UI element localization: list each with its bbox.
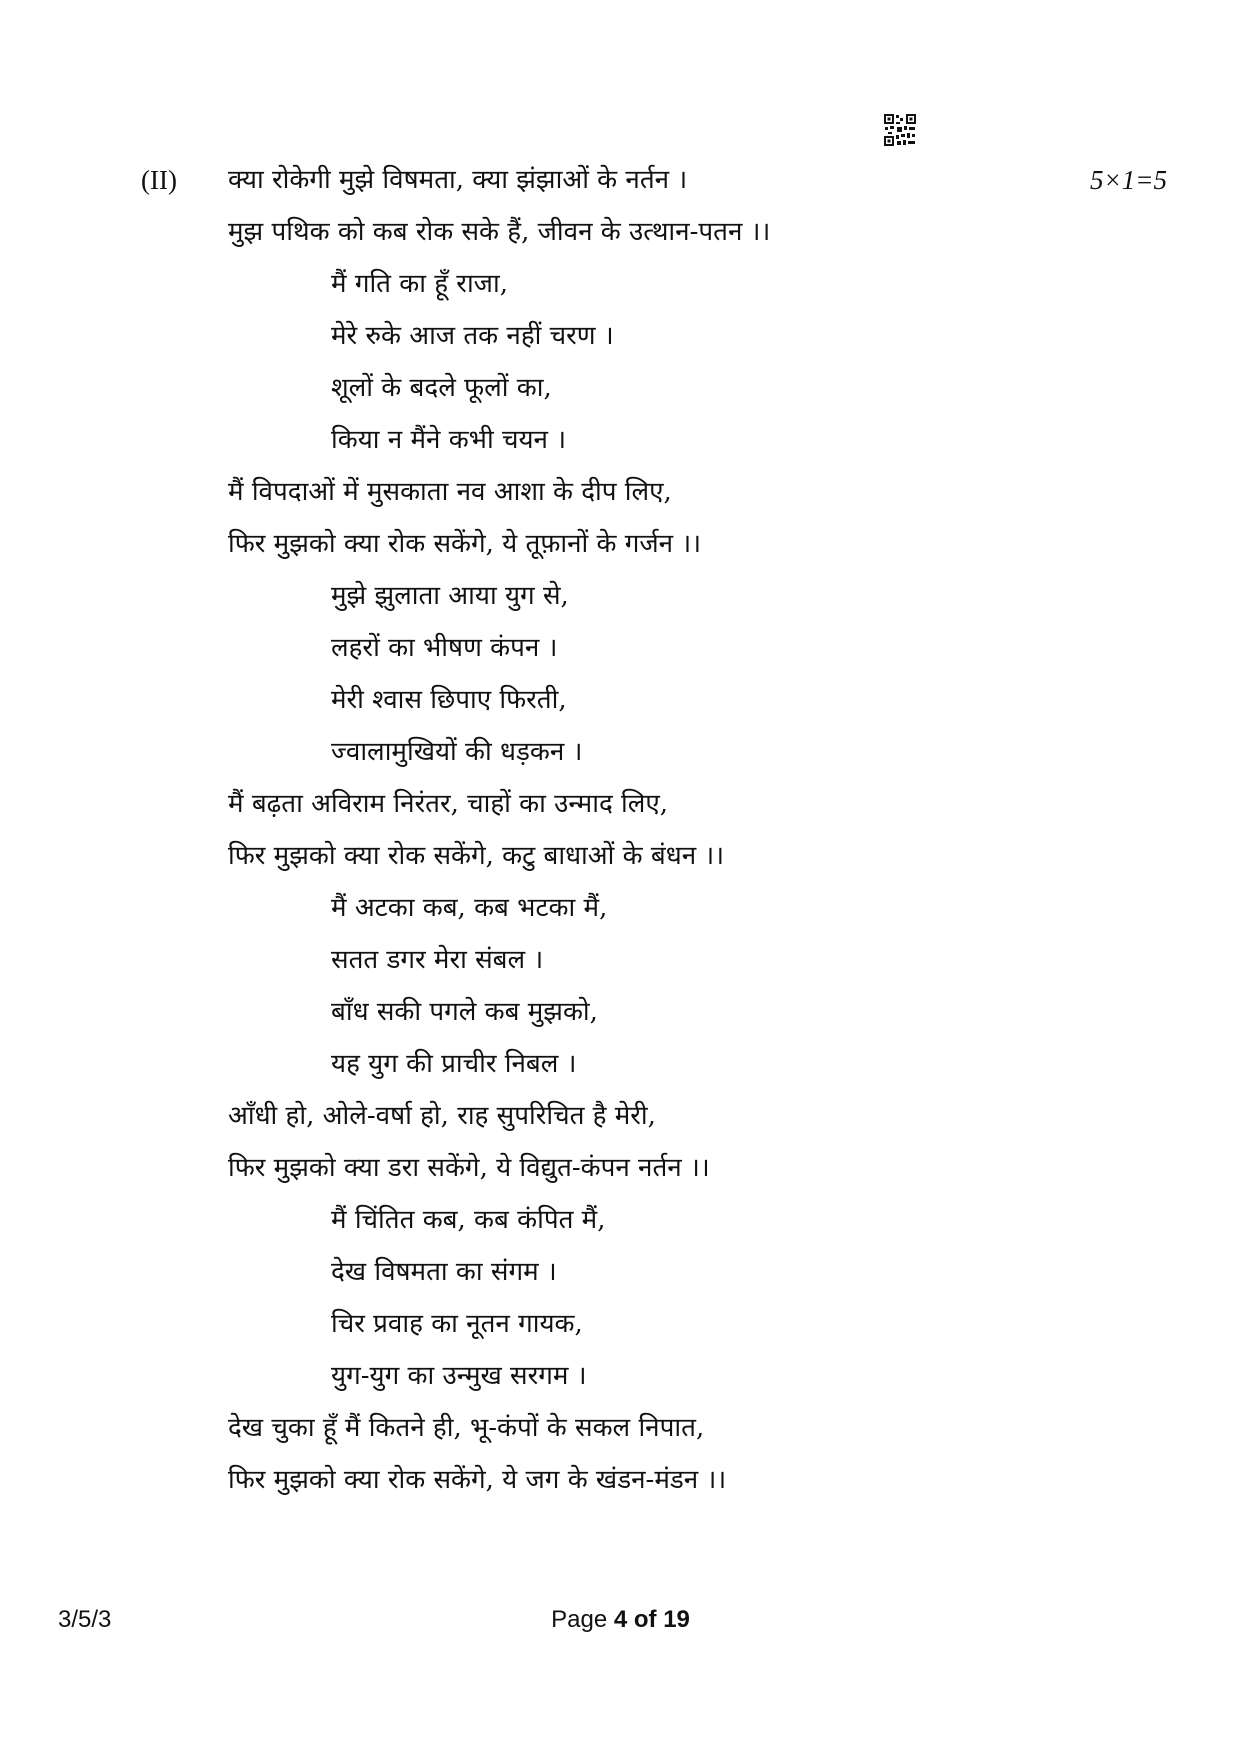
poem-line: आँधी हो, ओले-वर्षा हो, राह सुपरिचित है मेरी, xyxy=(228,1101,656,1131)
page-total: 19 xyxy=(663,1606,690,1633)
poem-line: चिर प्रवाह का नूतन गायक, xyxy=(331,1309,583,1339)
poem-line: मुझ पथिक को कब रोक सके हैं, जीवन के उत्थान-पतन ।। xyxy=(228,217,771,247)
poem-line: मैं अटका कब, कब भटका मैं, xyxy=(331,893,608,923)
poem-line: युग-युग का उन्मुख सरगम । xyxy=(331,1361,587,1391)
poem-line: मैं विपदाओं में मुसकाता नव आशा के दीप लिए, xyxy=(228,477,672,507)
poem-line: देख चुका हूँ मैं कितने ही, भू-कंपों के सकल निपात, xyxy=(228,1413,705,1443)
qr-code xyxy=(883,113,917,147)
poem-line: शूलों के बदले फूलों का, xyxy=(331,373,552,403)
page-current: 4 xyxy=(613,1606,628,1633)
poem-line: मैं बढ़ता अविराम निरंतर, चाहों का उन्माद लिए, xyxy=(228,789,669,819)
poem-line: मेरी श्वास छिपाए फिरती, xyxy=(331,685,567,715)
page-number xyxy=(0,1605,1241,1635)
page-prefix: Page xyxy=(551,1606,614,1633)
question-number: (II) xyxy=(141,165,177,195)
poem-line: ज्वालामुखियों की धड़कन । xyxy=(331,737,583,767)
marks-allotment: 5×1=5 xyxy=(1090,165,1167,195)
poem-line: फिर मुझको क्या रोक सकेंगे, कटु बाधाओं के बंधन ।। xyxy=(228,841,725,871)
poem-line: देख विषमता का संगम । xyxy=(331,1257,557,1287)
paper-code: 3/5/3 xyxy=(58,1606,112,1633)
poem-line: मेरे रुके आज तक नहीं चरण । xyxy=(331,321,614,351)
poem-text xyxy=(228,160,1188,1512)
poem-line: बाँध सकी पगले कब मुझको, xyxy=(331,997,598,1027)
poem-line: मुझे झुलाता आया युग से, xyxy=(331,581,569,611)
poem-line: फिर मुझको क्या रोक सकेंगे, ये जग के खंडन-मंडन ।। xyxy=(228,1465,727,1495)
poem-line: यह युग की प्राचीर निबल । xyxy=(331,1049,577,1079)
poem-line: लहरों का भीषण कंपन । xyxy=(331,633,558,663)
poem-line: फिर मुझको क्या डरा सकेंगे, ये विद्युत-कंपन नर्तन ।। xyxy=(228,1153,710,1183)
poem-line: मैं चिंतित कब, कब कंपित मैं, xyxy=(331,1205,606,1235)
poem-line: किया न मैंने कभी चयन । xyxy=(331,425,567,455)
poem-line: फिर मुझको क्या रोक सकेंगे, ये तूफ़ानों के गर्जन ।। xyxy=(228,529,702,559)
poem-line: मैं गति का हूँ राजा, xyxy=(331,269,508,299)
page-of: of xyxy=(627,1606,664,1633)
poem-line: क्या रोकेगी मुझे विषमता, क्या झंझाओं के नर्तन । xyxy=(228,165,688,195)
poem-line: सतत डगर मेरा संबल । xyxy=(331,945,544,975)
